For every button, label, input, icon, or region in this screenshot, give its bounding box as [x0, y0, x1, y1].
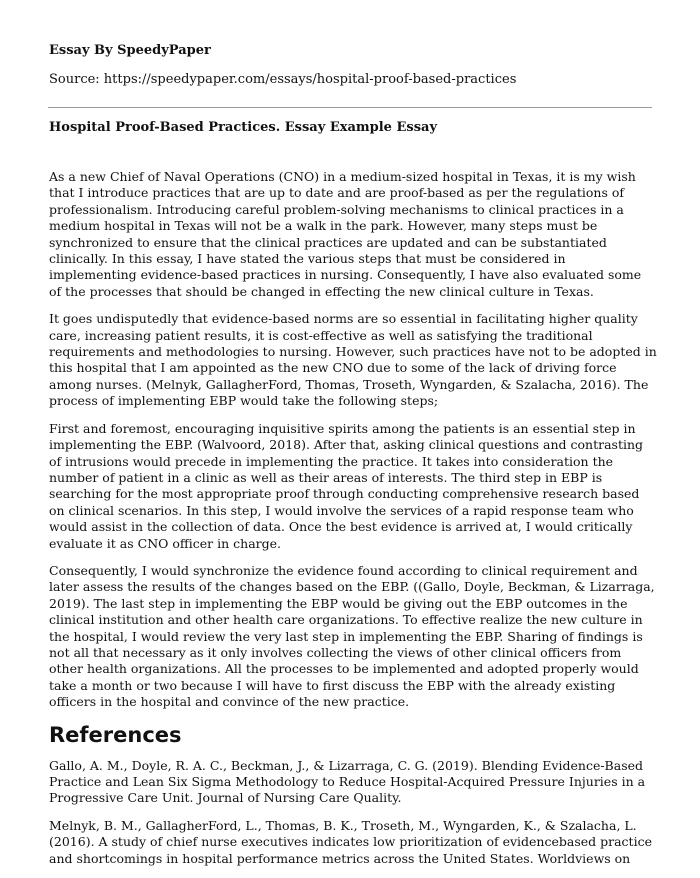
paragraph: Consequently, I would synchronize the evidence found according to clinical requirement and later assess the results of the changes based on the EBP. ((Gallo, Doyle, Beckman, & Lizarraga, 2019). The last step in implementing the EBP would be giving out the EBP outcomes in the clinical institution and other health care organizations. To effective realize the new culture in the hospital, I would review the very last step in implementing the EBP. Sharing of findings is not all that necessary as it only involves collecting the views of other clinical officers from other health organizations. All the processes to be implemented and adopted properly would take a month or two because I will have to first discuss the EBP with the already existing officers in the hospital and convince of the new practice.	[49, 562, 655, 710]
reference-item: Melnyk, B. M., GallagherFord, L., Thomas, B. K., Troseth, M., Wyngarden, K., & Szalacha, L. (2016). A study of chief nurse executives indicates low prioritization of evidencebased practice and shortcomings in hospital performance metrics across the United States. Worldviews on	[49, 817, 652, 866]
references-heading: References	[49, 722, 182, 747]
essay-body	[49, 169, 657, 878]
divider	[48, 107, 652, 108]
paragraph: First and foremost, encouraging inquisitive spirits among the patients is an essential step in implementing the EBP. (Walvoord, 2018). After that, asking clinical questions and contrasting of intrusions would precede in implementing the practice. It takes into consideration the number of patient in a clinic as well as their areas of interests. The third step in EBP is searching for the most appropriate proof through conducting comprehensive research based on clinical scenarios. In this step, I would involve the services of a rapid response team who would assist in the collection of data. Once the best evidence is arrived at, I would critically evaluate it as CNO officer in charge.	[49, 420, 644, 551]
source-line: Source: https://speedypaper.com/essays/hospital-proof-based-practices	[49, 72, 517, 87]
reference-item: Gallo, A. M., Doyle, R. A. C., Beckman, J., & Lizarraga, C. G. (2019). Blending Evidence-Based Practice and Lean Six Sigma Methodology to Reduce Hospital-Acquired Pressure Injuries in a Progressive Care Unit. Journal of Nursing Care Quality.	[49, 757, 646, 806]
paragraph: As a new Chief of Naval Operations (CNO) in a medium-sized hospital in Texas, it is my wish that I introduce practices that are up to date and are proof-based as per the regulations of professionalism. Introducing careful problem-solving mechanisms to clinical practices in a medium hospital in Texas will not be a walk in the park. However, many steps must be synchronized to ensure that the clinical practices are updated and can be substantiated clinically. In this essay, I have stated the various steps that must be considered in implementing evidence-based practices in nursing. Consequently, I have also evaluated some of the processes that should be changed in effecting the new clinical culture in Texas.	[49, 169, 642, 299]
site-title: Essay By SpeedyPaper	[49, 43, 211, 58]
essay-title: Hospital Proof-Based Practices. Essay Example Essay	[49, 120, 438, 135]
paragraph: It goes undisputedly that evidence-based norms are so essential in facilitating higher quality care, increasing patient results, it is cost-effective as well as satisfying the traditional requirements and methodologies to nursing. However, such practices have not to be adopted in this hospital that I am appointed as the new CNO due to some of the lack of driving force among nurses. (Melnyk, GallagherFord, Thomas, Troseth, Wyngarden, & Szalacha, 2016). The process of implementing EBP would take the following steps;	[49, 311, 657, 409]
